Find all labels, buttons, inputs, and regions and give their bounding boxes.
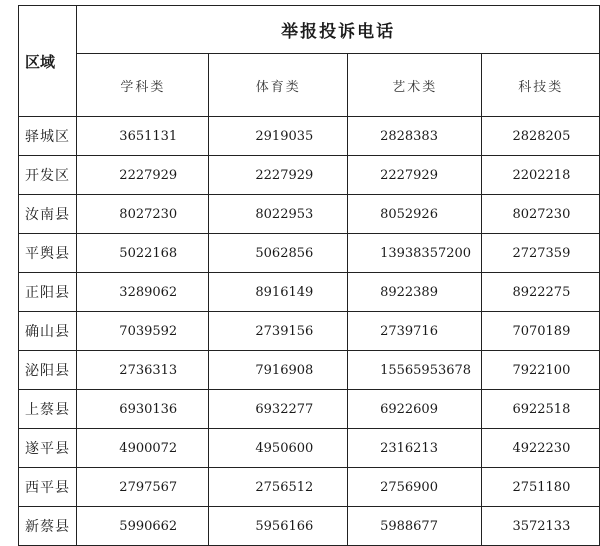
- phone-number-cell: 6922609: [348, 390, 482, 429]
- table-row: [19, 234, 600, 273]
- region-cell: 泌阳县: [19, 351, 77, 390]
- table-row: [19, 195, 600, 234]
- phone-number-cell: 2202218: [482, 156, 600, 195]
- phone-number-cell: 2227929: [348, 156, 482, 195]
- phone-number-cell: 8022953: [209, 195, 348, 234]
- region-cell: 确山县: [19, 312, 77, 351]
- phone-number-cell: 7922100: [482, 351, 600, 390]
- phone-number-cell: 6930136: [77, 390, 209, 429]
- region-cell: 西平县: [19, 468, 77, 507]
- phone-number-cell: 5956166: [209, 507, 348, 546]
- table-row: [19, 507, 600, 546]
- table-body: [19, 117, 600, 546]
- phone-number-cell: 8027230: [482, 195, 600, 234]
- table-row: [19, 273, 600, 312]
- phone-number-cell: 8052926: [348, 195, 482, 234]
- region-cell: 正阳县: [19, 273, 77, 312]
- phone-number-cell: 2797567: [77, 468, 209, 507]
- region-cell: 驿城区: [19, 117, 77, 156]
- phone-number-cell: 2919035: [209, 117, 348, 156]
- region-column-header: 区域: [19, 6, 77, 117]
- phone-number-cell: 8922275: [482, 273, 600, 312]
- table-row: [19, 390, 600, 429]
- phone-number-cell: 2736313: [77, 351, 209, 390]
- category-header-arts: 艺术类: [348, 54, 482, 117]
- phone-number-cell: 15565953678: [348, 351, 482, 390]
- phone-number-cell: 13938357200: [348, 234, 482, 273]
- phone-number-cell: 2739156: [209, 312, 348, 351]
- phone-number-cell: 7039592: [77, 312, 209, 351]
- phone-number-cell: 2227929: [77, 156, 209, 195]
- hotline-table: [18, 5, 600, 546]
- table-row: [19, 468, 600, 507]
- phone-number-cell: 3651131: [77, 117, 209, 156]
- phone-number-cell: 6922518: [482, 390, 600, 429]
- phone-number-cell: 5022168: [77, 234, 209, 273]
- phone-number-cell: 2828383: [348, 117, 482, 156]
- phone-number-cell: 4950600: [209, 429, 348, 468]
- table-row: [19, 156, 600, 195]
- category-header-tech: 科技类: [482, 54, 600, 117]
- phone-number-cell: 4900072: [77, 429, 209, 468]
- region-cell: 平舆县: [19, 234, 77, 273]
- phone-number-cell: 8027230: [77, 195, 209, 234]
- table-row: [19, 351, 600, 390]
- phone-number-cell: 6932277: [209, 390, 348, 429]
- phone-number-cell: 2727359: [482, 234, 600, 273]
- phone-number-cell: 8916149: [209, 273, 348, 312]
- phone-number-cell: 2739716: [348, 312, 482, 351]
- phone-number-cell: 7070189: [482, 312, 600, 351]
- phone-number-cell: 7916908: [209, 351, 348, 390]
- phone-number-cell: 2756900: [348, 468, 482, 507]
- phone-number-cell: 2828205: [482, 117, 600, 156]
- phone-number-cell: 5988677: [348, 507, 482, 546]
- phone-number-cell: 3572133: [482, 507, 600, 546]
- table-row: [19, 312, 600, 351]
- hotline-table-container: [18, 5, 600, 546]
- phone-number-cell: 5062856: [209, 234, 348, 273]
- table-row: [19, 117, 600, 156]
- phone-number-cell: 8922389: [348, 273, 482, 312]
- phone-number-cell: 2756512: [209, 468, 348, 507]
- phone-number-cell: 2227929: [209, 156, 348, 195]
- category-header-sports: 体育类: [209, 54, 348, 117]
- phone-number-cell: 3289062: [77, 273, 209, 312]
- table-row: [19, 429, 600, 468]
- region-cell: 上蔡县: [19, 390, 77, 429]
- phone-number-cell: 5990662: [77, 507, 209, 546]
- category-header-academic: 学科类: [77, 54, 209, 117]
- region-cell: 新蔡县: [19, 507, 77, 546]
- region-cell: 开发区: [19, 156, 77, 195]
- region-cell: 汝南县: [19, 195, 77, 234]
- table-title: 举报投诉电话: [77, 6, 600, 54]
- phone-number-cell: 2751180: [482, 468, 600, 507]
- region-cell: 遂平县: [19, 429, 77, 468]
- phone-number-cell: 4922230: [482, 429, 600, 468]
- phone-number-cell: 2316213: [348, 429, 482, 468]
